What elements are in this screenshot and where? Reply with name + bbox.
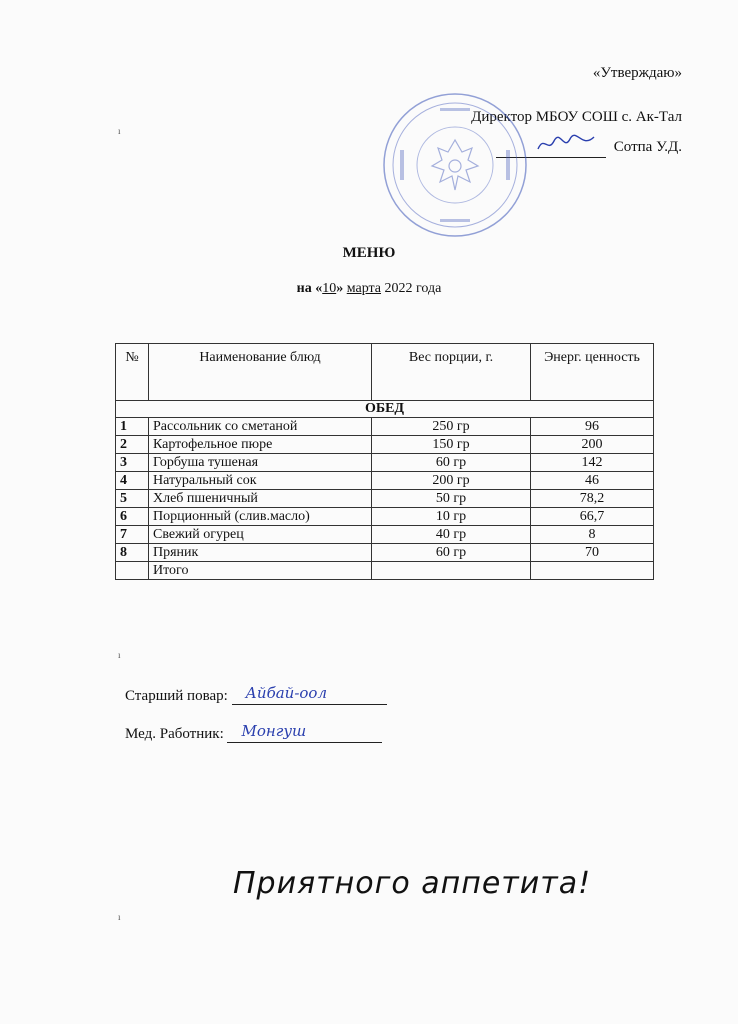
total-weight-cell xyxy=(372,562,531,580)
scan-mark: ı xyxy=(118,126,121,136)
closing-wish: Приятного аппетита! xyxy=(233,866,592,901)
table-row xyxy=(116,508,654,526)
row-number: 2 xyxy=(116,436,149,454)
date-month: марта xyxy=(346,281,382,296)
header-weight: Вес порции, г. xyxy=(372,344,531,401)
section-title: ОБЕД xyxy=(116,401,654,418)
table-header-row xyxy=(116,344,654,401)
official-seal-stamp xyxy=(380,90,530,240)
row-dish-name: Свежий огурец xyxy=(149,526,372,544)
row-dish-name: Рассольник со сметаной xyxy=(149,418,372,436)
menu-date xyxy=(0,281,738,297)
cook-signature-blank xyxy=(232,684,387,705)
row-energy: 70 xyxy=(531,544,654,562)
row-weight: 250 гр xyxy=(372,418,531,436)
total-label: Итого xyxy=(149,562,372,580)
cook-signature: Айбай-оол xyxy=(245,684,328,702)
date-day: 10 xyxy=(322,281,337,296)
row-dish-name: Пряник xyxy=(149,544,372,562)
approve-heading: «Утверждаю» xyxy=(592,65,682,81)
row-number: 3 xyxy=(116,454,149,472)
row-number: 4 xyxy=(116,472,149,490)
table-row xyxy=(116,436,654,454)
row-dish-name: Натуральный сок xyxy=(149,472,372,490)
row-energy: 78,2 xyxy=(531,490,654,508)
table-row xyxy=(116,418,654,436)
table-row xyxy=(116,454,654,472)
table-row xyxy=(116,544,654,562)
row-number: 5 xyxy=(116,490,149,508)
date-year: 2022 года xyxy=(384,281,442,296)
row-weight: 60 гр xyxy=(372,454,531,472)
date-suffix: » xyxy=(336,281,344,296)
scan-mark: ı xyxy=(118,650,121,660)
director-title: Директор МБОУ СОШ с. Ак-Тал xyxy=(471,109,682,125)
director-name: Сотпа У.Д. xyxy=(613,139,682,155)
row-weight: 50 гр xyxy=(372,490,531,508)
med-signature-blank xyxy=(227,722,382,743)
row-number: 6 xyxy=(116,508,149,526)
row-dish-name: Хлеб пшеничный xyxy=(149,490,372,508)
row-number: 1 xyxy=(116,418,149,436)
total-row xyxy=(116,562,654,580)
row-energy: 66,7 xyxy=(531,508,654,526)
cook-label: Старший повар: xyxy=(125,688,228,704)
table-row xyxy=(116,490,654,508)
med-signature-line xyxy=(125,722,382,743)
row-dish-name: Порционный (слив.масло) xyxy=(149,508,372,526)
header-energy: Энерг. ценность xyxy=(531,344,654,401)
row-weight: 10 гр xyxy=(372,508,531,526)
header-dish: Наименование блюд xyxy=(149,344,372,401)
med-signature: Монгуш xyxy=(241,722,307,740)
row-number: 8 xyxy=(116,544,149,562)
total-number-cell xyxy=(116,562,149,580)
row-weight: 150 гр xyxy=(372,436,531,454)
director-signature-scribble xyxy=(536,133,596,155)
date-prefix: на « xyxy=(296,281,323,296)
menu-table xyxy=(115,343,654,580)
section-row xyxy=(116,401,654,418)
row-dish-name: Картофельное пюре xyxy=(149,436,372,454)
header-number: № xyxy=(116,344,149,401)
row-dish-name: Горбуша тушеная xyxy=(149,454,372,472)
page-title: МЕНЮ xyxy=(342,245,396,261)
row-energy: 8 xyxy=(531,526,654,544)
row-weight: 40 гр xyxy=(372,526,531,544)
row-energy: 142 xyxy=(531,454,654,472)
scan-mark: ı xyxy=(118,912,121,922)
row-energy: 46 xyxy=(531,472,654,490)
table-row xyxy=(116,472,654,490)
table-row xyxy=(116,526,654,544)
cook-signature-line xyxy=(125,684,387,705)
row-weight: 200 гр xyxy=(372,472,531,490)
row-number: 7 xyxy=(116,526,149,544)
med-label: Мед. Работник: xyxy=(125,726,224,742)
total-energy-cell xyxy=(531,562,654,580)
row-energy: 96 xyxy=(531,418,654,436)
menu-rows xyxy=(116,418,654,562)
row-weight: 60 гр xyxy=(372,544,531,562)
row-energy: 200 xyxy=(531,436,654,454)
